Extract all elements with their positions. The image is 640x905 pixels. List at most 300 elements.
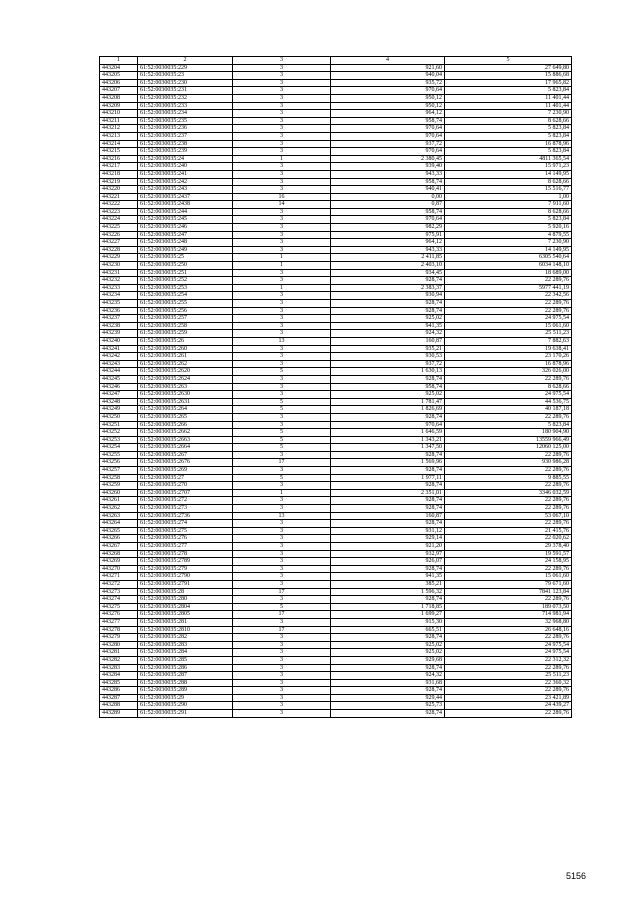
table-cell-col4: 160,87 — [331, 512, 445, 520]
table-cell-col4: 1 699,27 — [331, 611, 445, 619]
table-cell-col5: 11 401,44 — [445, 94, 572, 102]
table-cell-col4: 958,74 — [331, 208, 445, 216]
table-row — [100, 535, 572, 543]
table-row — [100, 603, 572, 611]
table-cell-col3: 3 — [233, 277, 331, 285]
table-cell-col2: 61:52:0030035:250 — [138, 262, 233, 270]
table-cell-col1: 443273 — [100, 588, 138, 596]
table-cell-col3: 3 — [233, 94, 331, 102]
table-cell-col4: 925,73 — [331, 702, 445, 710]
table-cell-col1: 443279 — [100, 634, 138, 642]
table-cell-col2: 61:52:0030035:266 — [138, 421, 233, 429]
table-cell-col3: 3 — [233, 231, 331, 239]
table-cell-col5: 5 920,16 — [445, 224, 572, 232]
table-cell-col2: 61:52:0030035:245 — [138, 216, 233, 224]
table-cell-col3: 3 — [233, 664, 331, 672]
table-row — [100, 558, 572, 566]
table-row — [100, 353, 572, 361]
table-cell-col5: 22 289,76 — [445, 505, 572, 513]
table-row — [100, 300, 572, 308]
table-cell-col2: 61:52:0030035:252 — [138, 277, 233, 285]
table-cell-col2: 61:52:0030035:244 — [138, 208, 233, 216]
table-cell-col2: 61:52:0030035:240 — [138, 163, 233, 171]
table-cell-col1: 443215 — [100, 148, 138, 156]
table-cell-col5: 15 886,68 — [445, 72, 572, 80]
table-cell-col1: 443282 — [100, 656, 138, 664]
table-cell-col2: 61:52:0030035:237 — [138, 132, 233, 140]
table-cell-col5: 22 289,76 — [445, 634, 572, 642]
table-cell-col4: 924,32 — [331, 330, 445, 338]
header-cell-2: 2 — [138, 57, 233, 65]
table-cell-col2: 61:52:0030035:2630 — [138, 391, 233, 399]
table-cell-col1: 443216 — [100, 155, 138, 163]
table-cell-col2: 61:52:0030035:2804 — [138, 603, 233, 611]
table-cell-col2: 61:52:0030035:258 — [138, 322, 233, 330]
table-cell-col5: 18 689,00 — [445, 269, 572, 277]
table-cell-col2: 61:52:0030035:256 — [138, 307, 233, 315]
table-cell-col5: 22 020,62 — [445, 535, 572, 543]
table-cell-col4: 970,64 — [331, 87, 445, 95]
table-cell-col1: 443289 — [100, 710, 138, 718]
table-cell-col1: 443254 — [100, 444, 138, 452]
table-row — [100, 125, 572, 133]
table-cell-col2: 61:52:0030035:274 — [138, 520, 233, 528]
table-cell-col4: 928,74 — [331, 565, 445, 573]
table-cell-col2: 61:52:0030035:287 — [138, 672, 233, 680]
table-cell-col3: 3 — [233, 132, 331, 140]
table-cell-col1: 443222 — [100, 201, 138, 209]
table-row — [100, 467, 572, 475]
table-cell-col4: 1 781,47 — [331, 398, 445, 406]
table-row — [100, 406, 572, 414]
table-row — [100, 527, 572, 535]
table-cell-col1: 443285 — [100, 679, 138, 687]
table-cell-col5: 9 885,55 — [445, 474, 572, 482]
table-row — [100, 543, 572, 551]
table-row — [100, 148, 572, 156]
table-cell-col1: 443253 — [100, 436, 138, 444]
table-row — [100, 186, 572, 194]
table-cell-col1: 443234 — [100, 292, 138, 300]
table-cell-col3: 5 — [233, 406, 331, 414]
table-cell-col5: 8 628,66 — [445, 117, 572, 125]
table-cell-col4: 931,12 — [331, 527, 445, 535]
table-cell-col1: 443237 — [100, 315, 138, 323]
table-cell-col4: 970,64 — [331, 148, 445, 156]
table-cell-col3: 3 — [233, 543, 331, 551]
table-cell-col3: 5 — [233, 436, 331, 444]
table-row — [100, 178, 572, 186]
table-cell-col4: 385,21 — [331, 580, 445, 588]
table-cell-col1: 443288 — [100, 702, 138, 710]
table-cell-col5: 22 289,76 — [445, 710, 572, 718]
table-cell-col5: 12060 125,00 — [445, 444, 572, 452]
table-cell-col4: 950,12 — [331, 94, 445, 102]
table-cell-col3: 5 — [233, 429, 331, 437]
table-cell-col5: 19 638,41 — [445, 345, 572, 353]
table-cell-col2: 61:52:0030035:26 — [138, 337, 233, 345]
table-cell-col5: 1,00 — [445, 193, 572, 201]
table-cell-col5: 7 230,90 — [445, 239, 572, 247]
table-cell-col4: 925,02 — [331, 649, 445, 657]
table-cell-col3: 3 — [233, 497, 331, 505]
table-cell-col3: 3 — [233, 451, 331, 459]
table-row — [100, 444, 572, 452]
table-cell-col4: 958,74 — [331, 383, 445, 391]
table-cell-col3: 3 — [233, 527, 331, 535]
header-row — [100, 57, 572, 65]
table-cell-col2: 61:52:0030035:2676 — [138, 459, 233, 467]
table-cell-col2: 61:52:0030035:260 — [138, 345, 233, 353]
table-cell-col2: 61:52:0030035:267 — [138, 451, 233, 459]
table-cell-col2: 61:52:0030035:242 — [138, 178, 233, 186]
table-row — [100, 596, 572, 604]
table-cell-col1: 443219 — [100, 178, 138, 186]
table-cell-col2: 61:52:0030035:272 — [138, 497, 233, 505]
table-cell-col3: 3 — [233, 72, 331, 80]
table-cell-col5: 6305 540,64 — [445, 254, 572, 262]
table-cell-col2: 61:52:0030035:23 — [138, 72, 233, 80]
table-cell-col1: 443217 — [100, 163, 138, 171]
header-cell-5: 5 — [445, 57, 572, 65]
table-cell-col4: 928,74 — [331, 505, 445, 513]
table-cell-col5: 22 360,32 — [445, 679, 572, 687]
table-cell-col1: 443208 — [100, 94, 138, 102]
table-cell-col4: 1 569,96 — [331, 459, 445, 467]
table-cell-col5: 16 878,96 — [445, 360, 572, 368]
table-row — [100, 79, 572, 87]
table-cell-col5: 19 591,57 — [445, 550, 572, 558]
table-cell-col5: 5 823,84 — [445, 216, 572, 224]
table-cell-col4: 929,68 — [331, 656, 445, 664]
table-cell-col4: 926,07 — [331, 558, 445, 566]
table-cell-col3: 3 — [233, 482, 331, 490]
table-cell-col2: 61:52:0030035:281 — [138, 618, 233, 626]
table-row — [100, 398, 572, 406]
table-row — [100, 102, 572, 110]
table-cell-col5: 5977 441,19 — [445, 284, 572, 292]
table-cell-col5: 22 289,76 — [445, 300, 572, 308]
table-cell-col1: 443268 — [100, 550, 138, 558]
table-cell-col2: 61:52:0030035:2810 — [138, 626, 233, 634]
table-cell-col1: 443233 — [100, 284, 138, 292]
table-cell-col4: 939,40 — [331, 163, 445, 171]
table-cell-col5: 25 511,23 — [445, 672, 572, 680]
table-cell-col1: 443251 — [100, 421, 138, 429]
table-cell-col3: 3 — [233, 550, 331, 558]
table-cell-col5: 79 671,60 — [445, 580, 572, 588]
table-cell-col4: 928,74 — [331, 277, 445, 285]
table-cell-col4: 1 347,50 — [331, 444, 445, 452]
table-cell-col2: 61:52:0030035:25 — [138, 254, 233, 262]
table-cell-col3: 3 — [233, 391, 331, 399]
table-row — [100, 634, 572, 642]
table-cell-col3: 3 — [233, 535, 331, 543]
table-cell-col3: 3 — [233, 125, 331, 133]
table-cell-col5: 27 649,80 — [445, 64, 572, 72]
table-row — [100, 337, 572, 345]
table-cell-col1: 443259 — [100, 482, 138, 490]
table-row — [100, 94, 572, 102]
table-cell-col5: 44 536,75 — [445, 398, 572, 406]
table-cell-col2: 61:52:0030035:262 — [138, 360, 233, 368]
table-cell-col4: 1 646,59 — [331, 429, 445, 437]
table-cell-col4: 930,94 — [331, 292, 445, 300]
table-row — [100, 421, 572, 429]
table-cell-col2: 61:52:0030035:275 — [138, 527, 233, 535]
table-cell-col2: 61:52:0030035:2664 — [138, 444, 233, 452]
table-cell-col2: 61:52:0030035:288 — [138, 679, 233, 687]
table-cell-col1: 443276 — [100, 611, 138, 619]
table-cell-col5: 22 289,76 — [445, 451, 572, 459]
table-cell-col4: 941,35 — [331, 322, 445, 330]
table-row — [100, 664, 572, 672]
table-row — [100, 307, 572, 315]
table-cell-col3: 3 — [233, 87, 331, 95]
table-cell-col2: 61:52:0030035:2791 — [138, 580, 233, 588]
table-cell-col2: 61:52:0030035:263 — [138, 383, 233, 391]
table-cell-col4: 929,44 — [331, 694, 445, 702]
table-cell-col2: 61:52:0030035:241 — [138, 170, 233, 178]
table-cell-col2: 61:52:0030035:233 — [138, 102, 233, 110]
table-cell-col3: 3 — [233, 710, 331, 718]
table-row — [100, 262, 572, 270]
table-cell-col5: 32 968,80 — [445, 618, 572, 626]
table-cell-col1: 443256 — [100, 459, 138, 467]
table-cell-col2: 61:52:0030035:24 — [138, 155, 233, 163]
table-cell-col4: 940,04 — [331, 72, 445, 80]
table-cell-col5: 7 882,63 — [445, 337, 572, 345]
table-cell-col4: 970,64 — [331, 125, 445, 133]
table-cell-col2: 61:52:0030035:246 — [138, 224, 233, 232]
table-body — [100, 64, 572, 717]
table-cell-col2: 61:52:0030035:264 — [138, 406, 233, 414]
table-cell-col5: 5 823,84 — [445, 125, 572, 133]
table-cell-col2: 61:52:0030035:230 — [138, 79, 233, 87]
table-cell-col3: 3 — [233, 383, 331, 391]
table-cell-col2: 61:52:0030035:2790 — [138, 573, 233, 581]
table-cell-col1: 443204 — [100, 64, 138, 72]
table-row — [100, 193, 572, 201]
table-cell-col1: 443258 — [100, 474, 138, 482]
table-row — [100, 383, 572, 391]
table-cell-col2: 61:52:0030035:253 — [138, 284, 233, 292]
table-cell-col1: 443214 — [100, 140, 138, 148]
table-cell-col4: 937,72 — [331, 360, 445, 368]
table-cell-col4: 958,74 — [331, 117, 445, 125]
table-cell-col1: 443280 — [100, 641, 138, 649]
table-cell-col4: 924,32 — [331, 672, 445, 680]
table-cell-col4: 941,35 — [331, 573, 445, 581]
table-row — [100, 618, 572, 626]
table-row — [100, 459, 572, 467]
table-cell-col5: 11 401,44 — [445, 102, 572, 110]
table-cell-col2: 61:52:0030035:286 — [138, 664, 233, 672]
table-cell-col5: 17 965,82 — [445, 79, 572, 87]
table-row — [100, 641, 572, 649]
table-cell-col5: 22 289,76 — [445, 413, 572, 421]
table-cell-col2: 61:52:0030035:291 — [138, 710, 233, 718]
table-cell-col1: 443266 — [100, 535, 138, 543]
table-cell-col5: 7 230,90 — [445, 110, 572, 118]
table-row — [100, 482, 572, 490]
table-cell-col2: 61:52:0030035:2707 — [138, 489, 233, 497]
table-cell-col3: 3 — [233, 580, 331, 588]
table-cell-col2: 61:52:0030035:247 — [138, 231, 233, 239]
table-cell-col5: 15 061,60 — [445, 322, 572, 330]
table-cell-col4: 1 343,21 — [331, 436, 445, 444]
table-cell-col4: 921,60 — [331, 64, 445, 72]
table-cell-col1: 443240 — [100, 337, 138, 345]
table-cell-col3: 3 — [233, 565, 331, 573]
table-cell-col2: 61:52:0030035:251 — [138, 269, 233, 277]
table-cell-col3: 17 — [233, 588, 331, 596]
table-cell-col5: 14 149,95 — [445, 246, 572, 254]
table-row — [100, 474, 572, 482]
table-cell-col4: 958,74 — [331, 178, 445, 186]
table-cell-col5: 15 061,60 — [445, 573, 572, 581]
table-cell-col3: 17 — [233, 611, 331, 619]
table-cell-col2: 61:52:0030035:2620 — [138, 368, 233, 376]
table-cell-col3: 3 — [233, 322, 331, 330]
table-cell-col3: 3 — [233, 117, 331, 125]
table-cell-col2: 61:52:0030035:254 — [138, 292, 233, 300]
table-cell-col5: 5 823,84 — [445, 421, 572, 429]
table-cell-col1: 443205 — [100, 72, 138, 80]
table-cell-col3: 3 — [233, 596, 331, 604]
table-cell-col3: 3 — [233, 520, 331, 528]
table-row — [100, 656, 572, 664]
table-row — [100, 512, 572, 520]
table-cell-col5: 24 975,54 — [445, 315, 572, 323]
table-cell-col1: 443255 — [100, 451, 138, 459]
table-cell-col5: 15 516,77 — [445, 186, 572, 194]
table-row — [100, 687, 572, 695]
table-cell-col4: 925,02 — [331, 641, 445, 649]
table-cell-col4: 935,72 — [331, 79, 445, 87]
table-cell-col2: 61:52:0030035:276 — [138, 535, 233, 543]
table-cell-col5: 5 823,84 — [445, 87, 572, 95]
table-cell-col1: 443220 — [100, 186, 138, 194]
table-cell-col1: 443210 — [100, 110, 138, 118]
table-cell-col2: 61:52:0030035:282 — [138, 634, 233, 642]
table-cell-col1: 443261 — [100, 497, 138, 505]
table-cell-col5: 16 878,96 — [445, 140, 572, 148]
table-cell-col4: 929,14 — [331, 535, 445, 543]
table-row — [100, 246, 572, 254]
table-cell-col3: 3 — [233, 79, 331, 87]
table-row — [100, 72, 572, 80]
table-cell-col3: 5 — [233, 398, 331, 406]
table-row — [100, 702, 572, 710]
table-cell-col1: 443224 — [100, 216, 138, 224]
table-row — [100, 649, 572, 657]
table-cell-col3: 3 — [233, 110, 331, 118]
header-cell-3: 3 — [233, 57, 331, 65]
table-cell-col4: 2 380,45 — [331, 155, 445, 163]
table-cell-col2: 61:52:0030035:2438 — [138, 201, 233, 209]
table-cell-col4: 932,97 — [331, 550, 445, 558]
table-cell-col4: 928,74 — [331, 520, 445, 528]
table-row — [100, 155, 572, 163]
table-cell-col5: 8 628,66 — [445, 208, 572, 216]
table-row — [100, 239, 572, 247]
table-cell-col3: 5 — [233, 474, 331, 482]
table-row — [100, 208, 572, 216]
table-cell-col3: 1 — [233, 254, 331, 262]
table-cell-col4: 934,45 — [331, 269, 445, 277]
table-cell-col3: 3 — [233, 687, 331, 695]
table-cell-col1: 443235 — [100, 300, 138, 308]
table-cell-col2: 61:52:0030035:279 — [138, 565, 233, 573]
table-cell-col2: 61:52:0030035:273 — [138, 505, 233, 513]
table-cell-col5: 8 628,66 — [445, 178, 572, 186]
table-cell-col3: 3 — [233, 641, 331, 649]
table-cell-col1: 443232 — [100, 277, 138, 285]
table-cell-col2: 61:52:0030035:277 — [138, 543, 233, 551]
table-cell-col3: 3 — [233, 170, 331, 178]
table-cell-col3: 5 — [233, 444, 331, 452]
table-cell-col1: 443246 — [100, 383, 138, 391]
table-cell-col5: 714 981,94 — [445, 611, 572, 619]
table-row — [100, 330, 572, 338]
table-cell-col1: 443249 — [100, 406, 138, 414]
table-cell-col3: 3 — [233, 618, 331, 626]
table-cell-col1: 443263 — [100, 512, 138, 520]
table-cell-col1: 443269 — [100, 558, 138, 566]
table-cell-col1: 443242 — [100, 353, 138, 361]
table-cell-col4: 928,74 — [331, 300, 445, 308]
table-cell-col5: 22 342,56 — [445, 292, 572, 300]
table-cell-col1: 443213 — [100, 132, 138, 140]
table-cell-col1: 443230 — [100, 262, 138, 270]
table-cell-col5: 23 421,89 — [445, 694, 572, 702]
table-row — [100, 170, 572, 178]
table-row — [100, 231, 572, 239]
table-cell-col1: 443284 — [100, 672, 138, 680]
table-cell-col3: 1 — [233, 262, 331, 270]
table-cell-col4: 2 403,10 — [331, 262, 445, 270]
table-row — [100, 110, 572, 118]
data-table — [99, 56, 572, 718]
table-cell-col5: 29 378,40 — [445, 543, 572, 551]
table-cell-col2: 61:52:0030035:229 — [138, 64, 233, 72]
table-cell-col1: 443221 — [100, 193, 138, 201]
table-cell-col4: 928,74 — [331, 687, 445, 695]
table-cell-col2: 61:52:0030035:243 — [138, 186, 233, 194]
table-cell-col1: 443257 — [100, 467, 138, 475]
table-cell-col3: 3 — [233, 702, 331, 710]
table-cell-col5: 24 975,54 — [445, 641, 572, 649]
table-cell-col4: 930,53 — [331, 353, 445, 361]
table-cell-col1: 443277 — [100, 618, 138, 626]
table-cell-col4: 0,00 — [331, 193, 445, 201]
table-cell-col5: 22 289,76 — [445, 307, 572, 315]
table-cell-col3: 3 — [233, 208, 331, 216]
table-cell-col2: 61:52:0030035:236 — [138, 125, 233, 133]
table-cell-col5: 25 511,23 — [445, 330, 572, 338]
table-cell-col4: 928,74 — [331, 375, 445, 383]
table-cell-col1: 443228 — [100, 246, 138, 254]
table-cell-col3: 17 — [233, 626, 331, 634]
table-cell-col4: 937,72 — [331, 140, 445, 148]
table-cell-col4: 915,30 — [331, 618, 445, 626]
table-cell-col1: 443252 — [100, 429, 138, 437]
table-cell-col1: 443239 — [100, 330, 138, 338]
table-cell-col3: 3 — [233, 224, 331, 232]
table-row — [100, 573, 572, 581]
table-cell-col3: 3 — [233, 679, 331, 687]
